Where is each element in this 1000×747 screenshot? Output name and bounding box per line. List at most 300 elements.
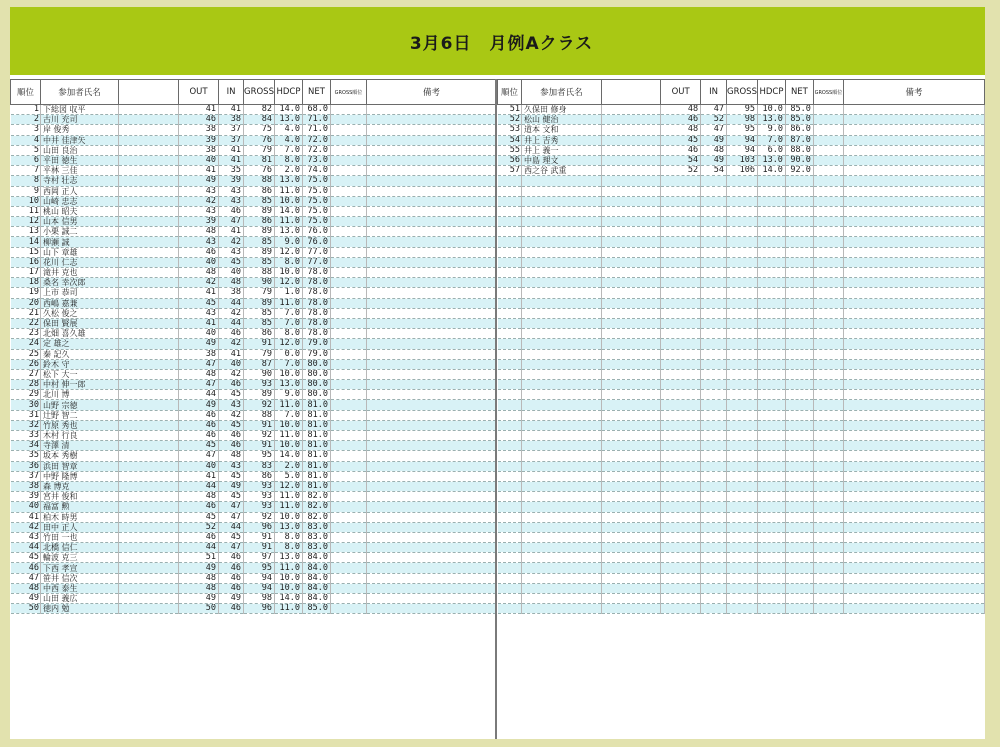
gross-rank-cell xyxy=(330,196,366,206)
name-cell: 山下 章雄 xyxy=(41,247,119,257)
name-cell xyxy=(521,563,601,573)
table-row xyxy=(11,237,497,247)
gross-cell xyxy=(726,492,757,502)
out-cell xyxy=(661,471,701,481)
gross-rank-cell xyxy=(330,105,366,115)
in-cell xyxy=(701,481,727,491)
in-cell xyxy=(701,594,727,604)
table-row xyxy=(498,155,985,165)
remarks-cell xyxy=(843,237,984,247)
blank-cell xyxy=(601,268,661,278)
net-cell: 80.0 xyxy=(302,380,330,390)
gross-cell xyxy=(726,431,757,441)
out-cell xyxy=(661,390,701,400)
in-cell: 44 xyxy=(219,298,244,308)
blank-cell xyxy=(601,339,661,349)
col-out-header: OUT xyxy=(179,80,219,105)
remarks-cell xyxy=(366,583,496,593)
name-cell xyxy=(521,278,601,288)
in-cell xyxy=(701,339,727,349)
remarks-cell xyxy=(366,268,496,278)
out-cell: 48 xyxy=(179,227,219,237)
net-cell xyxy=(785,308,813,318)
in-cell: 40 xyxy=(219,268,244,278)
out-cell xyxy=(661,237,701,247)
rank-cell xyxy=(498,298,522,308)
in-cell: 48 xyxy=(219,278,244,288)
in-cell: 43 xyxy=(219,400,244,410)
hdcp-cell: 13.0 xyxy=(757,155,785,165)
col-gross-rank-header: GROSS順位 xyxy=(813,80,843,105)
net-cell: 72.0 xyxy=(302,145,330,155)
hdcp-cell: 14.0 xyxy=(274,206,302,216)
col-hdcp-header: HDCP xyxy=(757,80,785,105)
remarks-cell xyxy=(366,145,496,155)
name-cell: 寺村 壮志 xyxy=(41,176,119,186)
gross-cell: 95 xyxy=(244,563,275,573)
remarks-cell xyxy=(843,288,984,298)
remarks-cell xyxy=(366,492,496,502)
net-cell xyxy=(785,369,813,379)
rank-cell: 8 xyxy=(11,176,41,186)
net-cell: 83.0 xyxy=(302,522,330,532)
gross-rank-cell xyxy=(330,583,366,593)
gross-rank-cell xyxy=(330,532,366,542)
rank-cell xyxy=(498,237,522,247)
gross-cell xyxy=(726,196,757,206)
net-cell: 77.0 xyxy=(302,247,330,257)
gross-cell xyxy=(726,380,757,390)
rank-cell: 34 xyxy=(11,441,41,451)
rank-cell: 19 xyxy=(11,288,41,298)
rank-cell: 2 xyxy=(11,115,41,125)
name-cell xyxy=(521,604,601,614)
name-cell xyxy=(521,359,601,369)
blank-cell xyxy=(119,441,179,451)
blank-cell xyxy=(119,553,179,563)
table-row xyxy=(498,339,985,349)
in-cell: 45 xyxy=(219,471,244,481)
table-row xyxy=(11,481,497,491)
remarks-cell xyxy=(843,145,984,155)
net-cell: 81.0 xyxy=(302,461,330,471)
remarks-cell xyxy=(366,471,496,481)
name-cell xyxy=(521,380,601,390)
net-cell: 71.0 xyxy=(302,115,330,125)
name-cell: 鈴木 守 xyxy=(41,359,119,369)
gross-rank-cell xyxy=(813,431,843,441)
name-cell xyxy=(521,553,601,563)
net-cell xyxy=(785,400,813,410)
gross-rank-cell xyxy=(813,380,843,390)
name-cell: 平田 徳生 xyxy=(41,155,119,165)
gross-cell: 89 xyxy=(244,298,275,308)
gross-cell: 87 xyxy=(244,359,275,369)
remarks-cell xyxy=(366,441,496,451)
blank-cell xyxy=(119,125,179,135)
gross-cell: 95 xyxy=(726,105,757,115)
gross-cell: 97 xyxy=(244,553,275,563)
hdcp-cell xyxy=(757,471,785,481)
remarks-cell xyxy=(843,563,984,573)
table-row xyxy=(11,186,497,196)
blank-cell xyxy=(119,431,179,441)
remarks-cell xyxy=(843,135,984,145)
net-cell xyxy=(785,380,813,390)
gross-cell: 88 xyxy=(244,268,275,278)
gross-rank-cell xyxy=(813,288,843,298)
results-table-left xyxy=(10,79,497,614)
blank-cell xyxy=(119,369,179,379)
net-cell: 81.0 xyxy=(302,420,330,430)
net-cell xyxy=(785,196,813,206)
name-cell: 山田 義広 xyxy=(41,594,119,604)
blank-cell xyxy=(601,573,661,583)
gross-cell: 106 xyxy=(726,166,757,176)
col-hdcp-header: HDCP xyxy=(274,80,302,105)
col-in-header: IN xyxy=(219,80,244,105)
gross-rank-cell xyxy=(330,604,366,614)
table-row xyxy=(498,105,985,115)
gross-rank-cell xyxy=(813,471,843,481)
table-row xyxy=(11,410,497,420)
blank-cell xyxy=(119,471,179,481)
rank-cell: 7 xyxy=(11,166,41,176)
gross-rank-cell xyxy=(330,135,366,145)
rank-cell: 46 xyxy=(11,563,41,573)
net-cell: 82.0 xyxy=(302,492,330,502)
gross-rank-cell xyxy=(330,563,366,573)
gross-rank-cell xyxy=(813,176,843,186)
table-row xyxy=(498,115,985,125)
table-row xyxy=(498,217,985,227)
blank-cell xyxy=(601,206,661,216)
hdcp-cell xyxy=(757,420,785,430)
net-cell xyxy=(785,339,813,349)
remarks-cell xyxy=(843,604,984,614)
table-row xyxy=(498,532,985,542)
in-cell xyxy=(701,227,727,237)
table-row xyxy=(498,125,985,135)
net-cell xyxy=(785,451,813,461)
in-cell: 46 xyxy=(219,563,244,573)
rank-cell: 56 xyxy=(498,155,522,165)
in-cell xyxy=(701,349,727,359)
net-cell: 78.0 xyxy=(302,288,330,298)
rank-cell: 40 xyxy=(11,502,41,512)
name-cell: 小栗 誠二 xyxy=(41,227,119,237)
gross-cell: 92 xyxy=(244,431,275,441)
hdcp-cell xyxy=(757,257,785,267)
out-cell: 49 xyxy=(179,400,219,410)
gross-cell xyxy=(726,206,757,216)
gross-cell xyxy=(726,227,757,237)
table-row xyxy=(11,369,497,379)
name-cell: 平林 三佳 xyxy=(41,166,119,176)
rank-cell xyxy=(498,227,522,237)
out-cell: 48 xyxy=(661,105,701,115)
gross-cell xyxy=(726,247,757,257)
gross-cell xyxy=(726,441,757,451)
in-cell xyxy=(701,502,727,512)
gross-rank-cell xyxy=(330,115,366,125)
gross-rank-cell xyxy=(813,532,843,542)
name-cell: 桃山 昭夫 xyxy=(41,206,119,216)
gross-cell xyxy=(726,583,757,593)
table-row xyxy=(498,441,985,451)
table-row xyxy=(498,410,985,420)
name-cell xyxy=(521,522,601,532)
net-cell: 76.0 xyxy=(302,227,330,237)
remarks-cell xyxy=(843,359,984,369)
rank-cell: 23 xyxy=(11,329,41,339)
rank-cell xyxy=(498,451,522,461)
blank-cell xyxy=(119,492,179,502)
blank-cell xyxy=(119,155,179,165)
hdcp-cell: 8.0 xyxy=(274,532,302,542)
rank-cell xyxy=(498,461,522,471)
gross-cell: 86 xyxy=(244,329,275,339)
name-cell xyxy=(521,492,601,502)
out-cell xyxy=(661,522,701,532)
gross-rank-cell xyxy=(813,166,843,176)
out-cell: 39 xyxy=(179,217,219,227)
gross-cell: 93 xyxy=(244,502,275,512)
name-cell: 北橋 信仁 xyxy=(41,543,119,553)
gross-rank-cell xyxy=(330,278,366,288)
results-table-right xyxy=(497,79,985,614)
name-cell: 竹田 一也 xyxy=(41,532,119,542)
net-cell xyxy=(785,186,813,196)
blank-cell xyxy=(601,481,661,491)
gross-cell: 93 xyxy=(244,481,275,491)
blank-cell xyxy=(601,247,661,257)
name-cell xyxy=(521,420,601,430)
net-cell xyxy=(785,410,813,420)
blank-cell xyxy=(601,298,661,308)
name-cell: 下総図 収平 xyxy=(41,105,119,115)
gross-rank-cell xyxy=(813,155,843,165)
hdcp-cell xyxy=(757,594,785,604)
remarks-cell xyxy=(843,105,984,115)
table-row xyxy=(498,451,985,461)
in-cell xyxy=(701,451,727,461)
rank-cell xyxy=(498,492,522,502)
rank-cell: 1 xyxy=(11,105,41,115)
net-cell: 80.0 xyxy=(302,390,330,400)
blank-cell xyxy=(601,420,661,430)
col-net-header: NET xyxy=(302,80,330,105)
table-row xyxy=(11,339,497,349)
table-row xyxy=(498,186,985,196)
gross-rank-cell xyxy=(813,329,843,339)
hdcp-cell: 9.0 xyxy=(274,390,302,400)
hdcp-cell xyxy=(757,329,785,339)
blank-cell xyxy=(119,278,179,288)
remarks-cell xyxy=(366,380,496,390)
rank-cell: 11 xyxy=(11,206,41,216)
remarks-cell xyxy=(366,288,496,298)
hdcp-cell xyxy=(757,176,785,186)
in-cell: 43 xyxy=(219,247,244,257)
net-cell: 83.0 xyxy=(302,543,330,553)
name-cell: 柳瀬 誠 xyxy=(41,237,119,247)
out-cell: 45 xyxy=(661,135,701,145)
gross-rank-cell xyxy=(813,125,843,135)
remarks-cell xyxy=(366,135,496,145)
gross-rank-cell xyxy=(330,237,366,247)
gross-rank-cell xyxy=(813,268,843,278)
in-cell xyxy=(701,420,727,430)
table-row xyxy=(11,329,497,339)
in-cell xyxy=(701,390,727,400)
rank-cell xyxy=(498,471,522,481)
in-cell: 44 xyxy=(219,318,244,328)
rank-cell xyxy=(498,369,522,379)
blank-cell xyxy=(119,543,179,553)
remarks-cell xyxy=(843,532,984,542)
blank-cell xyxy=(119,145,179,155)
blank-cell xyxy=(601,583,661,593)
gross-cell xyxy=(726,390,757,400)
gross-rank-cell xyxy=(813,237,843,247)
table-row xyxy=(498,268,985,278)
table-row xyxy=(498,512,985,522)
gross-cell: 91 xyxy=(244,543,275,553)
gross-rank-cell xyxy=(813,227,843,237)
net-cell xyxy=(785,206,813,216)
remarks-cell xyxy=(843,471,984,481)
net-cell xyxy=(785,532,813,542)
rank-cell xyxy=(498,318,522,328)
blank-cell xyxy=(601,155,661,165)
remarks-cell xyxy=(366,594,496,604)
in-cell xyxy=(701,553,727,563)
remarks-cell xyxy=(843,318,984,328)
table-row xyxy=(11,604,497,614)
gross-cell: 85 xyxy=(244,196,275,206)
table-row xyxy=(498,329,985,339)
gross-rank-cell xyxy=(330,522,366,532)
hdcp-cell xyxy=(757,400,785,410)
gross-rank-cell xyxy=(330,441,366,451)
gross-rank-cell xyxy=(330,217,366,227)
in-cell xyxy=(701,573,727,583)
name-cell: 柏木 時男 xyxy=(41,512,119,522)
remarks-cell xyxy=(366,339,496,349)
net-cell: 88.0 xyxy=(785,145,813,155)
hdcp-cell: 11.0 xyxy=(274,604,302,614)
gross-cell: 75 xyxy=(244,125,275,135)
rank-cell: 29 xyxy=(11,390,41,400)
table-row xyxy=(11,308,497,318)
name-cell xyxy=(521,573,601,583)
gross-rank-cell xyxy=(330,512,366,522)
score-sheet xyxy=(10,7,985,739)
out-cell xyxy=(661,298,701,308)
remarks-cell xyxy=(843,115,984,125)
remarks-cell xyxy=(843,522,984,532)
remarks-cell xyxy=(843,298,984,308)
name-cell: 中村 伸一郎 xyxy=(41,380,119,390)
gross-cell: 91 xyxy=(244,441,275,451)
blank-cell xyxy=(119,105,179,115)
gross-rank-cell xyxy=(813,217,843,227)
hdcp-cell: 11.0 xyxy=(274,431,302,441)
gross-cell xyxy=(726,329,757,339)
blank-cell xyxy=(119,512,179,522)
gross-cell: 98 xyxy=(244,594,275,604)
out-cell: 47 xyxy=(179,359,219,369)
hdcp-cell xyxy=(757,563,785,573)
remarks-cell xyxy=(843,512,984,522)
blank-cell xyxy=(119,583,179,593)
gross-rank-cell xyxy=(330,145,366,155)
blank-cell xyxy=(601,308,661,318)
rank-cell xyxy=(498,288,522,298)
name-cell: 井上 義一 xyxy=(521,145,601,155)
name-cell: 桑名 幸次郎 xyxy=(41,278,119,288)
remarks-cell xyxy=(366,155,496,165)
gross-rank-cell xyxy=(813,522,843,532)
table-row xyxy=(498,420,985,430)
remarks-cell xyxy=(366,502,496,512)
remarks-cell xyxy=(843,257,984,267)
gross-cell: 86 xyxy=(244,471,275,481)
remarks-cell xyxy=(843,268,984,278)
hdcp-cell: 14.0 xyxy=(757,166,785,176)
out-cell xyxy=(661,380,701,390)
blank-cell xyxy=(119,196,179,206)
remarks-cell xyxy=(843,349,984,359)
gross-cell: 91 xyxy=(244,420,275,430)
gross-cell: 92 xyxy=(244,512,275,522)
name-cell: 北川 博 xyxy=(41,390,119,400)
name-cell xyxy=(521,431,601,441)
hdcp-cell xyxy=(757,268,785,278)
table-row xyxy=(11,573,497,583)
name-cell: 井上 吉秀 xyxy=(521,135,601,145)
rank-cell xyxy=(498,349,522,359)
hdcp-cell: 14.0 xyxy=(274,451,302,461)
table-row xyxy=(498,349,985,359)
out-cell: 41 xyxy=(179,166,219,176)
remarks-cell xyxy=(843,543,984,553)
gross-cell: 93 xyxy=(244,492,275,502)
hdcp-cell: 7.0 xyxy=(274,145,302,155)
hdcp-cell xyxy=(757,298,785,308)
name-cell xyxy=(521,583,601,593)
in-cell: 41 xyxy=(219,227,244,237)
gross-rank-cell xyxy=(813,594,843,604)
hdcp-cell xyxy=(757,431,785,441)
rank-cell: 53 xyxy=(498,125,522,135)
rank-cell: 50 xyxy=(11,604,41,614)
blank-cell xyxy=(601,349,661,359)
remarks-cell xyxy=(366,410,496,420)
net-cell: 85.0 xyxy=(785,115,813,125)
out-cell: 51 xyxy=(179,553,219,563)
hdcp-cell: 7.0 xyxy=(757,135,785,145)
net-cell: 75.0 xyxy=(302,186,330,196)
net-cell: 78.0 xyxy=(302,268,330,278)
remarks-cell xyxy=(843,278,984,288)
in-cell: 44 xyxy=(219,522,244,532)
remarks-cell xyxy=(843,155,984,165)
remarks-cell xyxy=(843,308,984,318)
hdcp-cell: 11.0 xyxy=(274,217,302,227)
in-cell xyxy=(701,298,727,308)
